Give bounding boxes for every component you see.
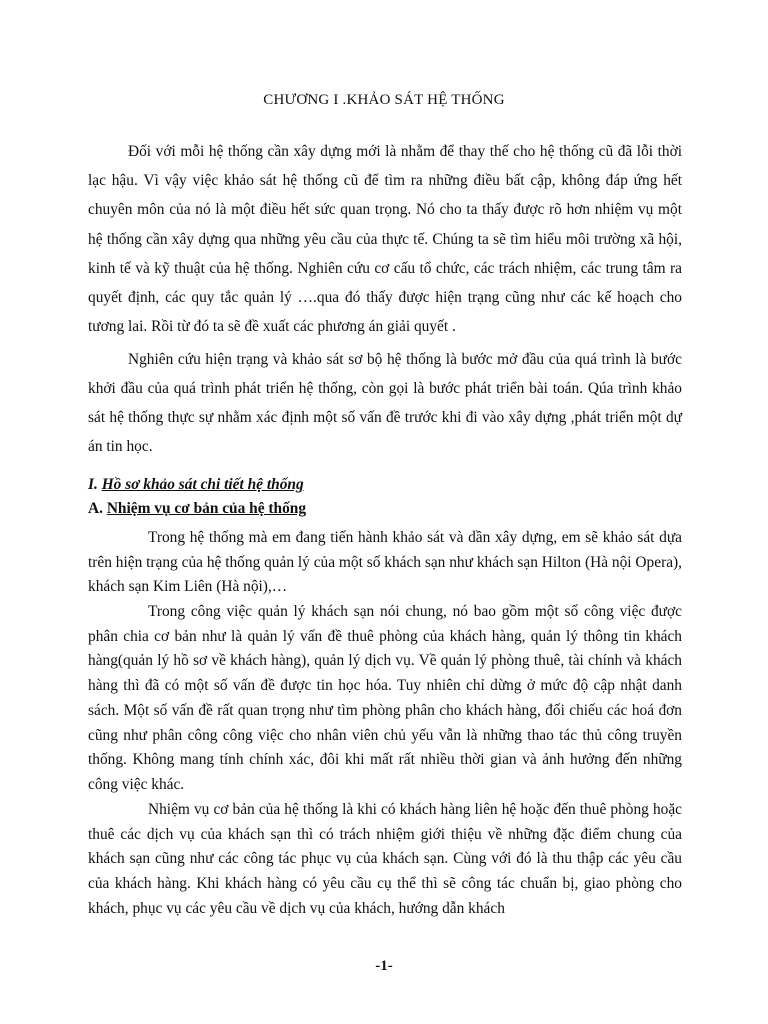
intro-paragraph-2: Nghiên cứu hiện trạng và khảo sát sơ bộ hệ thống là bước mở đầu của quá trình là bước khởi đầu của quá trình phát triển hệ thống, còn gọi là bước phát triển bài toán. Qúa trình khảo sát hệ thống thực sự nhằm xác định một số vấn đề trước khi đi vào xây dựng ,phát triển một dự án tin học. [88, 351, 682, 455]
body-paragraph-2: Trong công việc quản lý khách sạn nói chung, nó bao gồm một số công việc được phân chia cơ bản như là quản lý vấn đề thuê phòng của khách hàng, quản lý thông tin khách hàng(quản lý hồ sơ về khách hàng), quản lý dịch vụ. Về quản lý phòng thuê, tài chính và khách hàng thì đã có một số vấn đề được tin học hóa. Tuy nhiên chỉ dừng ở mức độ cập nhật danh sách. Một số vấn đề rất quan trọng như tìm phòng phân cho khách hàng, đối chiếu các hoá đơn cũng như phân công công việc cho nhân viên chủ yếu vẫn là những thao tác thủ công truyền thống. Không mang tính chính xác, đôi khi mất rất nhiều thời gian và ảnh hưởng đến những công việc khác. [88, 603, 682, 793]
chapter-title: CHƯƠNG I .KHẢO SÁT HỆ THỐNG [263, 92, 505, 108]
subsection-heading-text: Nhiệm vụ cơ bản của hệ thống [106, 500, 307, 517]
section-heading [88, 476, 304, 494]
subsection-heading-prefix: A. [88, 500, 107, 517]
intro-paragraph-1: Đối với mỗi hệ thống cần xây dựng mới là nhằm để thay thế cho hệ thống cũ đã lỗi thời lạc hậu. Vì vậy việc khảo sát hệ thống cũ để tìm ra những điều bất cập, không đáp ứng hết chuyên môn của nó là một điều hết sức quan trọng. Nó cho ta thấy được rõ hơn nhiệm vụ một hệ thống cần xây dựng qua những yêu cầu của thực tế. Chúng ta sẽ tìm hiểu môi trường xã hội, kinh tế và kỹ thuật của hệ thống. Nghiên cứu cơ cấu tổ chức, các trách nhiệm, các trung tâm ra quyết định, các quy tắc quản lý ….qua đó thấy được hiện trạng cũng như các kế hoạch cho tương lai. Rồi từ đó ta sẽ đề xuất các phương án giải quyết . [88, 143, 682, 336]
body-paragraph-1: Trong hệ thống mà em đang tiến hành khảo sát và dần xây dựng, em sẽ khảo sát dựa trên hiện trạng của hệ thống quản lý của một số khách sạn như khách sạn Hilton (Hà nội Opera), khách sạn Kim Liên (Hà nội),… [88, 529, 682, 596]
subsection-heading [88, 500, 306, 518]
page-number: -1- [375, 958, 393, 974]
section-heading-prefix: I. [88, 476, 102, 493]
body-paragraph-3: Nhiệm vụ cơ bản của hệ thống là khi có khách hàng liên hệ hoặc đến thuê phòng hoặc thuê các dịch vụ của khách sạn thì có trách nhiệm giới thiệu về những đặc điểm chung của khách sạn cũng như các công tác phục vụ của khách sạn. Cùng với đó là thu thập các yêu cầu của khách hàng. Khi khách hàng có yêu cầu cụ thể thì sẽ công tác chuẩn bị, giao phòng cho khách, phục vụ các yêu cầu về dịch vụ của khách, hướng dẫn khách [88, 801, 682, 917]
section-heading-text: Hồ sơ khảo sát chi tiết hệ thống [101, 476, 304, 493]
